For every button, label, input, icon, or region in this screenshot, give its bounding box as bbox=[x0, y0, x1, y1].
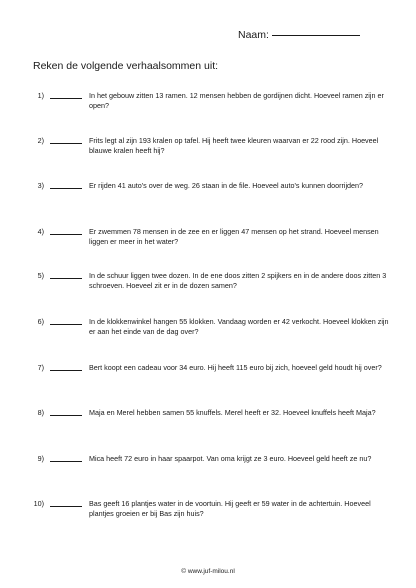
question-number: 4) bbox=[37, 227, 44, 236]
question-10 bbox=[0, 499, 416, 529]
question-text: Bert koopt een cadeau voor 34 euro. Hij heeft 115 euro bij zich, hoeveel geld houdt hij over? bbox=[89, 363, 382, 372]
question-number: 1) bbox=[37, 91, 44, 100]
question-text: Er rijden 41 auto's over de weg. 26 staan in de file. Hoeveel auto's kunnen doorrijden? bbox=[89, 181, 364, 190]
answer-blank[interactable] bbox=[50, 278, 82, 279]
name-blank-line[interactable] bbox=[272, 35, 360, 36]
answer-blank[interactable] bbox=[50, 370, 82, 371]
answer-blank[interactable] bbox=[50, 461, 82, 462]
name-field bbox=[238, 29, 360, 41]
question-3 bbox=[0, 181, 416, 211]
answer-blank[interactable] bbox=[50, 415, 82, 416]
question-text: Er zwemmen 78 mensen in de zee en er liggen 47 mensen op het strand. Hoeveel mensen liggen er meer in het water? bbox=[89, 227, 379, 246]
question-7 bbox=[0, 363, 416, 393]
question-4 bbox=[0, 227, 416, 257]
question-text: Mica heeft 72 euro in haar spaarpot. Van oma krijgt ze 3 euro. Hoeveel geld heeft ze nu? bbox=[89, 454, 372, 463]
question-number: 7) bbox=[37, 363, 44, 372]
question-1 bbox=[0, 91, 416, 121]
question-text: In het gebouw zitten 13 ramen. 12 mensen hebben de gordijnen dicht. Hoeveel ramen zijn er open? bbox=[89, 91, 384, 110]
question-text: Bas geeft 16 plantjes water in de voortuin. Hij geeft er 59 water in de achtertuin. Hoeveel plantjes groeien er bij Bas zijn huis? bbox=[89, 499, 371, 518]
answer-blank[interactable] bbox=[50, 98, 82, 99]
answer-blank[interactable] bbox=[50, 143, 82, 144]
question-number: 5) bbox=[37, 271, 44, 280]
answer-blank[interactable] bbox=[50, 506, 82, 507]
question-number: 9) bbox=[37, 454, 44, 463]
question-6 bbox=[0, 317, 416, 347]
answer-blank[interactable] bbox=[50, 234, 82, 235]
instruction-text: Reken de volgende verhaalsommen uit: bbox=[33, 60, 219, 72]
question-text: In de klokkenwinkel hangen 55 klokken. Vandaag worden er 42 verkocht. Hoeveel klokken zijn er aan het einde van de dag over? bbox=[89, 317, 389, 336]
question-text: Maja en Merel hebben samen 55 knuffels. Merel heeft er 32. Hoeveel knuffels heeft Maja? bbox=[89, 408, 376, 417]
question-number: 3) bbox=[37, 181, 44, 190]
question-text: In de schuur liggen twee dozen. In de ene doos zitten 2 spijkers en in de andere doos zitten 3 schroeven. Hoeveel zit er in de dozen samen? bbox=[89, 271, 387, 290]
footer-copyright: © www.juf-milou.nl bbox=[181, 568, 235, 575]
question-number: 8) bbox=[37, 408, 44, 417]
question-number: 6) bbox=[37, 317, 44, 326]
question-number: 2) bbox=[37, 136, 44, 145]
question-number: 10) bbox=[33, 499, 44, 508]
question-8 bbox=[0, 408, 416, 438]
question-9 bbox=[0, 454, 416, 484]
question-2 bbox=[0, 136, 416, 166]
name-label: Naam: bbox=[238, 29, 269, 41]
answer-blank[interactable] bbox=[50, 188, 82, 189]
question-5 bbox=[0, 271, 416, 301]
answer-blank[interactable] bbox=[50, 324, 82, 325]
question-text: Frits legt al zijn 193 kralen op tafel. Hij heeft twee kleuren waarvan er 22 rood zijn. Hoeveel blauwe kralen heeft hij? bbox=[89, 136, 379, 155]
